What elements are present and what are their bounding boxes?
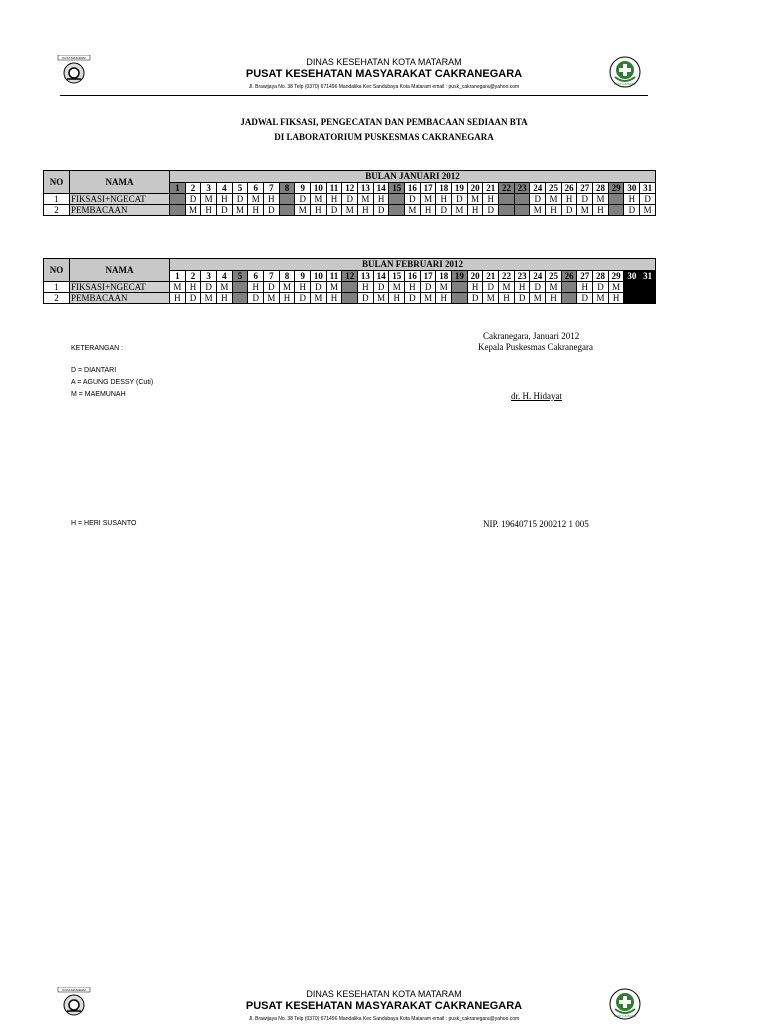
shift-cell: M xyxy=(232,205,248,216)
day-number: 1 xyxy=(170,182,186,194)
day-number: 14 xyxy=(373,270,389,282)
shift-cell: H xyxy=(170,293,186,304)
table-row xyxy=(44,282,656,293)
shift-cell: M xyxy=(530,205,546,216)
day-number: 11 xyxy=(326,270,342,282)
shift-cell: D xyxy=(248,293,264,304)
logo-left-lettering: KOTA MATARAM xyxy=(62,988,86,992)
shift-cell: H xyxy=(499,293,515,304)
row-number: 1 xyxy=(44,194,70,205)
legend-item: M = MAEMUNAH xyxy=(71,391,126,398)
day-number: 25 xyxy=(546,270,562,282)
document-title-line2: DI LABORATORIUM PUSKESMAS CAKRANEGARA xyxy=(274,132,494,142)
day-number: 13 xyxy=(358,182,374,194)
row-number: 1 xyxy=(44,282,70,293)
shift-cell: D xyxy=(530,194,546,205)
shift-cell: M xyxy=(452,205,468,216)
document-title-line1: JADWAL FIKSASI, PENGECATAN DAN PEMBACAAN SEDIAAN BTA xyxy=(240,117,528,127)
footer-title: PUSAT KESEHATAN MASYARAKAT CAKRANEGARA xyxy=(245,1000,523,1012)
shift-cell: H xyxy=(217,194,233,205)
table-header-row xyxy=(44,171,656,183)
day-number: 2 xyxy=(185,182,201,194)
shift-cell: M xyxy=(217,282,233,293)
shift-cell: M xyxy=(389,282,405,293)
day-number: 12 xyxy=(342,270,358,282)
header-title: PUSAT KESEHATAN MASYARAKAT CAKRANEGARA xyxy=(245,68,523,80)
shift-cell: M xyxy=(201,194,217,205)
shift-cell xyxy=(452,282,468,293)
shift-cell: D xyxy=(593,282,609,293)
shift-cell: H xyxy=(483,194,499,205)
shift-cell: M xyxy=(593,293,609,304)
shift-cell: M xyxy=(326,282,342,293)
row-number: 2 xyxy=(44,205,70,216)
shift-cell: D xyxy=(232,194,248,205)
day-number: 27 xyxy=(577,182,593,194)
day-number: 20 xyxy=(467,270,483,282)
day-number: 28 xyxy=(593,182,609,194)
shift-cell: H xyxy=(389,293,405,304)
shift-cell: H xyxy=(436,293,452,304)
january-schedule-table xyxy=(43,170,656,216)
shift-cell: H xyxy=(546,293,562,304)
column-header-no: NO xyxy=(44,171,70,194)
shift-cell: M xyxy=(373,293,389,304)
row-name: FIKSASI+NGECAT xyxy=(70,282,170,293)
day-number: 24 xyxy=(530,182,546,194)
table-row xyxy=(44,194,656,205)
shift-cell: D xyxy=(530,282,546,293)
shift-cell: D xyxy=(405,293,421,304)
shift-cell: H xyxy=(326,293,342,304)
day-number: 20 xyxy=(467,182,483,194)
shift-cell xyxy=(608,205,624,216)
header-address: Jl. Brawijaya No. 38 Telp (0370) 671496 Mandalika Kec Sandubaya Kota Mataram email : pusk_cakranegara@yahoo.com xyxy=(248,84,520,90)
day-number: 22 xyxy=(499,182,515,194)
day-number: 2 xyxy=(185,270,201,282)
month-header: BULAN FEBRUARI 2012 xyxy=(170,259,656,271)
shift-cell: D xyxy=(436,205,452,216)
logo-right-lettering: BAKTI HUSADA xyxy=(613,1014,637,1018)
shift-cell xyxy=(170,205,186,216)
shift-cell: D xyxy=(342,194,358,205)
shift-cell: H xyxy=(436,194,452,205)
shift-cell: D xyxy=(201,282,217,293)
day-number: 30 xyxy=(624,182,640,194)
shift-cell: M xyxy=(530,293,546,304)
shift-cell: M xyxy=(311,293,327,304)
column-header-nama: NAMA xyxy=(70,171,170,194)
table-header-row xyxy=(44,259,656,271)
shift-cell: H xyxy=(217,293,233,304)
shift-cell xyxy=(499,194,515,205)
logo-left-lettering: KOTA MATARAM xyxy=(62,56,86,60)
shift-cell xyxy=(170,194,186,205)
legend-label: KETERANGAN : xyxy=(71,345,124,352)
day-number: 16 xyxy=(405,182,421,194)
shift-cell: H xyxy=(561,194,577,205)
day-number: 8 xyxy=(279,270,295,282)
shift-cell xyxy=(608,194,624,205)
row-name: PEMBACAAN xyxy=(70,205,170,216)
signature-position: Kepala Puskesmas Cakranegara xyxy=(478,342,593,352)
shift-cell: M xyxy=(640,205,656,216)
column-header-no: NO xyxy=(44,259,70,282)
day-number: 17 xyxy=(420,270,436,282)
row-number: 2 xyxy=(44,293,70,304)
day-number: 27 xyxy=(577,270,593,282)
shift-cell xyxy=(561,282,577,293)
shift-cell: H xyxy=(248,205,264,216)
legend-item-h: H = HERI SUSANTO xyxy=(71,520,137,527)
shift-cell: D xyxy=(640,194,656,205)
shift-cell: H xyxy=(514,282,530,293)
shift-cell: M xyxy=(248,194,264,205)
shift-cell: D xyxy=(185,293,201,304)
shift-cell: M xyxy=(608,282,624,293)
shift-cell: M xyxy=(420,293,436,304)
shift-cell: D xyxy=(311,282,327,293)
day-number: 9 xyxy=(295,182,311,194)
shift-cell: M xyxy=(185,205,201,216)
month-header: BULAN JANUARI 2012 xyxy=(170,171,656,183)
day-number: 26 xyxy=(561,182,577,194)
shift-cell xyxy=(499,205,515,216)
shift-cell: M xyxy=(342,205,358,216)
day-number: 6 xyxy=(248,270,264,282)
day-number: 24 xyxy=(530,270,546,282)
day-number: 7 xyxy=(264,270,280,282)
signature-name: dr. H. Hidayat xyxy=(511,391,562,401)
logo-right-lettering: BAKTI HUSADA xyxy=(613,82,637,86)
shift-cell: D xyxy=(185,194,201,205)
shift-cell: M xyxy=(201,293,217,304)
day-number: 21 xyxy=(483,270,499,282)
shift-cell: H xyxy=(467,205,483,216)
shift-cell: H xyxy=(311,205,327,216)
shift-cell xyxy=(452,293,468,304)
shift-cell: H xyxy=(593,205,609,216)
day-number: 12 xyxy=(342,182,358,194)
shift-cell: M xyxy=(436,282,452,293)
shift-cell: D xyxy=(483,205,499,216)
shift-cell: H xyxy=(326,194,342,205)
shift-cell: H xyxy=(295,282,311,293)
shift-cell: D xyxy=(420,282,436,293)
shift-cell: D xyxy=(467,293,483,304)
shift-cell: M xyxy=(420,194,436,205)
day-number: 3 xyxy=(201,270,217,282)
shift-cell xyxy=(624,293,640,304)
day-number: 18 xyxy=(436,270,452,282)
shift-cell: H xyxy=(248,282,264,293)
shift-cell: M xyxy=(264,293,280,304)
shift-cell: H xyxy=(546,205,562,216)
shift-cell xyxy=(514,194,530,205)
shift-cell: M xyxy=(577,205,593,216)
shift-cell: D xyxy=(373,205,389,216)
shift-cell: M xyxy=(593,194,609,205)
page-footer xyxy=(0,984,768,1034)
shift-cell: H xyxy=(405,282,421,293)
day-number: 10 xyxy=(311,182,327,194)
shift-cell xyxy=(389,205,405,216)
shift-cell: D xyxy=(264,282,280,293)
shift-cell: M xyxy=(358,194,374,205)
shift-cell: M xyxy=(499,282,515,293)
day-number: 5 xyxy=(232,182,248,194)
day-number: 21 xyxy=(483,182,499,194)
day-number: 26 xyxy=(561,270,577,282)
shift-cell: M xyxy=(170,282,186,293)
shift-cell xyxy=(389,194,405,205)
shift-cell: D xyxy=(295,293,311,304)
day-number: 9 xyxy=(295,270,311,282)
header-agency: DINAS KESEHATAN KOTA MATARAM xyxy=(306,57,462,67)
day-number: 22 xyxy=(499,270,515,282)
day-number: 7 xyxy=(264,182,280,194)
shift-cell: D xyxy=(577,194,593,205)
day-number: 17 xyxy=(420,182,436,194)
day-number: 23 xyxy=(514,270,530,282)
shift-cell: D xyxy=(405,194,421,205)
table-row xyxy=(44,205,656,216)
bakti-husada-logo xyxy=(609,55,641,89)
legend-item: A = AGUNG DESSY (Cuti) xyxy=(71,379,154,386)
day-number: 30 xyxy=(624,270,640,282)
shift-cell: M xyxy=(311,194,327,205)
day-number: 15 xyxy=(389,182,405,194)
shift-cell: D xyxy=(483,282,499,293)
shift-cell: D xyxy=(452,194,468,205)
shift-cell: H xyxy=(264,194,280,205)
header-rule xyxy=(60,95,648,96)
shift-cell: D xyxy=(217,205,233,216)
day-number: 15 xyxy=(389,270,405,282)
row-name: FIKSASI+NGECAT xyxy=(70,194,170,205)
day-number: 8 xyxy=(279,182,295,194)
shift-cell xyxy=(279,194,295,205)
day-number: 23 xyxy=(514,182,530,194)
legend-item: D = DIANTARI xyxy=(71,367,117,374)
day-number: 13 xyxy=(358,270,374,282)
day-number: 18 xyxy=(436,182,452,194)
shift-cell: H xyxy=(467,282,483,293)
shift-cell: H xyxy=(577,282,593,293)
day-number: 4 xyxy=(217,182,233,194)
shift-cell: H xyxy=(624,194,640,205)
page-header xyxy=(0,52,768,102)
shift-cell: D xyxy=(373,282,389,293)
day-number: 29 xyxy=(608,182,624,194)
shift-cell: M xyxy=(405,205,421,216)
shift-cell: M xyxy=(279,282,295,293)
day-number: 3 xyxy=(201,182,217,194)
shift-cell xyxy=(624,282,640,293)
day-number: 19 xyxy=(452,270,468,282)
day-number: 1 xyxy=(170,270,186,282)
footer-address: Jl. Brawijaya No. 38 Telp (0370) 671496 Mandalika Kec Sandubaya Kota Mataram email : pusk_cakranegara@yahoo.com xyxy=(248,1016,520,1022)
shift-cell: H xyxy=(185,282,201,293)
shift-cell: D xyxy=(514,293,530,304)
shift-cell: D xyxy=(358,293,374,304)
shift-cell: D xyxy=(264,205,280,216)
shift-cell: D xyxy=(561,205,577,216)
table-row xyxy=(44,293,656,304)
day-number: 16 xyxy=(405,270,421,282)
day-number: 25 xyxy=(546,182,562,194)
shift-cell: D xyxy=(326,205,342,216)
day-number: 11 xyxy=(326,182,342,194)
day-number: 19 xyxy=(452,182,468,194)
row-name: PEMBACAAN xyxy=(70,293,170,304)
column-header-nama: NAMA xyxy=(70,259,170,282)
signature-place-date: Cakranegara, Januari 2012 xyxy=(483,331,580,341)
day-number: 5 xyxy=(232,270,248,282)
shift-cell xyxy=(640,282,656,293)
shift-cell xyxy=(514,205,530,216)
day-number: 28 xyxy=(593,270,609,282)
shift-cell: M xyxy=(546,194,562,205)
day-number: 10 xyxy=(311,270,327,282)
day-number: 31 xyxy=(640,182,656,194)
day-number: 4 xyxy=(217,270,233,282)
day-number: 14 xyxy=(373,182,389,194)
shift-cell xyxy=(342,293,358,304)
day-number: 6 xyxy=(248,182,264,194)
shift-cell xyxy=(232,293,248,304)
shift-cell xyxy=(342,282,358,293)
shift-cell xyxy=(640,293,656,304)
shift-cell: M xyxy=(546,282,562,293)
shift-cell: H xyxy=(608,293,624,304)
shift-cell: H xyxy=(201,205,217,216)
shift-cell: D xyxy=(295,194,311,205)
shift-cell: D xyxy=(577,293,593,304)
shift-cell: H xyxy=(279,293,295,304)
bakti-husada-logo xyxy=(609,987,641,1021)
day-number: 31 xyxy=(640,270,656,282)
day-number: 29 xyxy=(608,270,624,282)
shift-cell: H xyxy=(373,194,389,205)
shift-cell: M xyxy=(295,205,311,216)
shift-cell: H xyxy=(358,205,374,216)
footer-agency: DINAS KESEHATAN KOTA MATARAM xyxy=(306,989,462,999)
shift-cell xyxy=(561,293,577,304)
shift-cell: H xyxy=(420,205,436,216)
signature-nip: NIP. 19640715 200212 1 005 xyxy=(483,519,589,529)
shift-cell xyxy=(279,205,295,216)
shift-cell: M xyxy=(483,293,499,304)
shift-cell: H xyxy=(358,282,374,293)
shift-cell: M xyxy=(467,194,483,205)
shift-cell xyxy=(232,282,248,293)
february-schedule-table xyxy=(43,258,656,304)
shift-cell: D xyxy=(624,205,640,216)
